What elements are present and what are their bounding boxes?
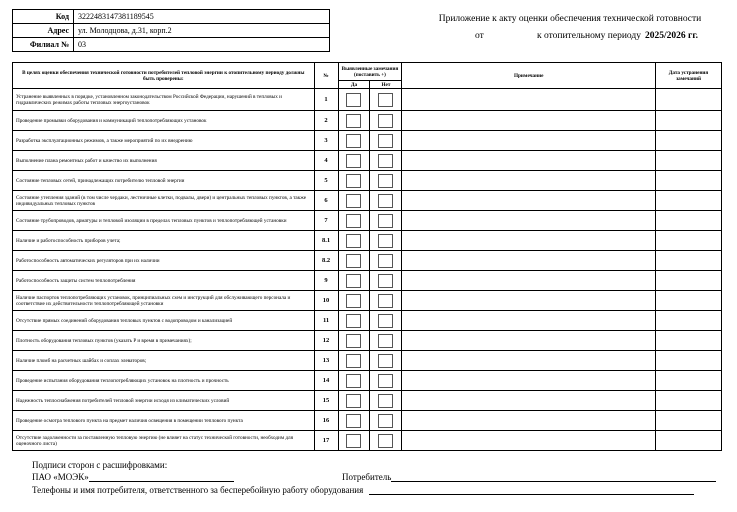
no-checkbox[interactable] [378, 254, 393, 268]
note-cell[interactable] [402, 191, 656, 211]
checklist-row [13, 231, 722, 251]
org-signature-line[interactable] [89, 472, 234, 482]
yes-checkbox[interactable] [346, 314, 361, 328]
checklist-row [13, 151, 722, 171]
row-number: 17 [314, 431, 338, 451]
fix-date-cell[interactable] [656, 191, 722, 211]
no-checkbox[interactable] [378, 314, 393, 328]
yes-checkbox[interactable] [346, 354, 361, 368]
note-cell[interactable] [402, 291, 656, 311]
yes-checkbox[interactable] [346, 334, 361, 348]
note-cell[interactable] [402, 89, 656, 111]
note-header: Примечание [402, 63, 656, 89]
condition-text: Надежность теплоснабжения потребителей тепловой энергии исходя из климатических условий [13, 391, 315, 411]
fix-date-cell[interactable] [656, 171, 722, 191]
yes-checkbox[interactable] [346, 374, 361, 388]
fix-date-cell[interactable] [656, 89, 722, 111]
yes-checkbox[interactable] [346, 154, 361, 168]
fix-date-header: Дата устранения замечаний [656, 63, 722, 89]
no-checkbox[interactable] [378, 234, 393, 248]
no-checkbox[interactable] [378, 414, 393, 428]
condition-text: Выполнение плана ремонтных работ и качество их выполнения [13, 151, 315, 171]
yes-checkbox[interactable] [346, 93, 361, 107]
no-checkbox[interactable] [378, 114, 393, 128]
condition-text: Проведение осмотра теплового пункта на предмет наличия освещения в помещении теплового пункта [13, 411, 315, 431]
info-table [12, 9, 330, 52]
note-cell[interactable] [402, 231, 656, 251]
fix-date-cell[interactable] [656, 151, 722, 171]
branch-label: Филиал № [13, 38, 74, 52]
row-number: 9 [314, 271, 338, 291]
consumer-label: Потребитель [342, 472, 392, 482]
checklist-row [13, 371, 722, 391]
row-number: 13 [314, 351, 338, 371]
code-label: Код [13, 10, 74, 24]
address-label: Адрес [13, 24, 74, 38]
row-number: 8.1 [314, 231, 338, 251]
appendix-title: Приложение к акту оценки обеспечения технической готовности [438, 14, 702, 24]
no-header: Нет [370, 81, 402, 89]
condition-text: Работоспособность защиты систем теплопотребления [13, 271, 315, 291]
yes-checkbox[interactable] [346, 194, 361, 208]
yes-checkbox[interactable] [346, 234, 361, 248]
note-cell[interactable] [402, 411, 656, 431]
no-checkbox[interactable] [378, 93, 393, 107]
no-checkbox[interactable] [378, 374, 393, 388]
checklist-row [13, 331, 722, 351]
note-cell[interactable] [402, 171, 656, 191]
no-checkbox[interactable] [378, 274, 393, 288]
note-cell[interactable] [402, 431, 656, 451]
row-number: 2 [314, 111, 338, 131]
condition-text: Наличие пломб на расчетных шайбах и соплах элеваторов; [13, 351, 315, 371]
condition-text: Плотность оборудования тепловых пунктов (указать P и время в примечаниях); [13, 331, 315, 351]
row-number: 15 [314, 391, 338, 411]
yes-checkbox[interactable] [346, 434, 361, 448]
no-checkbox[interactable] [378, 134, 393, 148]
note-cell[interactable] [402, 391, 656, 411]
fix-date-cell[interactable] [656, 131, 722, 151]
fix-date-cell[interactable] [656, 411, 722, 431]
checklist-row [13, 111, 722, 131]
signatures-label: Подписи сторон с расшифровками: [32, 460, 168, 470]
condition-text: Проведение испытания оборудования теплопотребляющих установок на плотность и прочность [13, 371, 315, 391]
row-number: 6 [314, 191, 338, 211]
fix-date-cell[interactable] [656, 431, 722, 451]
condition-text: Наличие паспортов теплопотребляющих установок, принципиальных схем и инструкций для обслуживающего персонала и соответствие их действительности теплопотребляющей установки [13, 291, 315, 311]
checklist-row [13, 291, 722, 311]
row-number: 3 [314, 131, 338, 151]
season-label: 2025/2026 гг. [645, 31, 698, 41]
checklist-row [13, 431, 722, 451]
address-value: ул. Молодцова, д.31, корп.2 [74, 24, 330, 38]
code-value: 3222483147381189545 [74, 10, 330, 24]
yes-checkbox[interactable] [346, 394, 361, 408]
fix-date-cell[interactable] [656, 391, 722, 411]
checklist-row [13, 131, 722, 151]
checklist-row [13, 351, 722, 371]
yes-checkbox[interactable] [346, 114, 361, 128]
fix-date-cell[interactable] [656, 111, 722, 131]
document-header [420, 14, 720, 41]
phones-line[interactable] [369, 485, 694, 495]
date-from-label: от [475, 31, 484, 41]
note-cell[interactable] [402, 311, 656, 331]
checklist-row [13, 191, 722, 211]
note-cell[interactable] [402, 111, 656, 131]
yes-checkbox[interactable] [346, 274, 361, 288]
fix-date-cell[interactable] [656, 311, 722, 331]
condition-text: Состояние трубопроводов, арматуры и тепловой изоляции в пределах тепловых пунктов и теплопотребляющей установки [13, 211, 315, 231]
note-cell[interactable] [402, 151, 656, 171]
yes-checkbox[interactable] [346, 294, 361, 308]
fix-date-cell[interactable] [656, 231, 722, 251]
fix-date-cell[interactable] [656, 251, 722, 271]
yes-checkbox[interactable] [346, 254, 361, 268]
row-number: 4 [314, 151, 338, 171]
note-cell[interactable] [402, 331, 656, 351]
condition-text: Наличие и работоспособность приборов учета; [13, 231, 315, 251]
branch-value: 03 [74, 38, 330, 52]
conditions-header: В целях оценки обеспечения технической готовности потребителей тепловой энергии к отопительному периоду должны быть проверены: [13, 63, 315, 89]
row-number: 8.2 [314, 251, 338, 271]
period-label: к отопительному периоду [537, 31, 641, 41]
yes-header: Да [338, 81, 370, 89]
note-cell[interactable] [402, 271, 656, 291]
checklist-row [13, 251, 722, 271]
condition-text: Работоспособность автоматических регуляторов при их наличии [13, 251, 315, 271]
no-checkbox[interactable] [378, 214, 393, 228]
no-checkbox[interactable] [378, 174, 393, 188]
condition-text: Отсутствие задолженности за поставленную тепловую энергию (не влияет на статус технической готовности, необходим для оценочного листа) [13, 431, 315, 451]
row-number: 5 [314, 171, 338, 191]
note-cell[interactable] [402, 211, 656, 231]
row-number: 10 [314, 291, 338, 311]
fix-date-cell[interactable] [656, 211, 722, 231]
no-checkbox[interactable] [378, 334, 393, 348]
row-number: 7 [314, 211, 338, 231]
note-cell[interactable] [402, 351, 656, 371]
no-checkbox[interactable] [378, 434, 393, 448]
row-number: 11 [314, 311, 338, 331]
condition-text: Состояние утепления зданий (в том числе чердаки, лестничные клетки, подвалы, двери) и центральных тепловых пунктов, а также индивидуальных тепловых пунктов [13, 191, 315, 211]
phones-label: Телефоны и имя потребителя, ответственного за бесперебойную работу оборудования [32, 485, 364, 495]
checklist-row [13, 171, 722, 191]
note-cell[interactable] [402, 251, 656, 271]
no-checkbox[interactable] [378, 394, 393, 408]
org-label: ПАО «МОЭК» [32, 472, 89, 482]
checklist-row [13, 391, 722, 411]
fix-date-cell[interactable] [656, 291, 722, 311]
condition-text: Состояние тепловых сетей, принадлежащих потребителю тепловой энергии [13, 171, 315, 191]
fix-date-cell[interactable] [656, 371, 722, 391]
no-checkbox[interactable] [378, 354, 393, 368]
checklist-row [13, 211, 722, 231]
row-number: 12 [314, 331, 338, 351]
yes-checkbox[interactable] [346, 174, 361, 188]
checklist-row [13, 411, 722, 431]
no-checkbox[interactable] [378, 154, 393, 168]
no-checkbox[interactable] [378, 194, 393, 208]
yes-checkbox[interactable] [346, 414, 361, 428]
checklist-row [13, 271, 722, 291]
fix-date-cell[interactable] [656, 271, 722, 291]
fix-date-cell[interactable] [656, 331, 722, 351]
row-number: 1 [314, 89, 338, 111]
row-number: 14 [314, 371, 338, 391]
row-number: 16 [314, 411, 338, 431]
condition-text: Отсутствие прямых соединений оборудования тепловых пунктов с водопроводом и канализацией [13, 311, 315, 331]
yes-checkbox[interactable] [346, 134, 361, 148]
note-cell[interactable] [402, 131, 656, 151]
checklist-row [13, 89, 722, 111]
number-header: № [314, 63, 338, 89]
condition-text: Проведение промывки оборудования и коммуникаций теплопотребляющих установок [13, 111, 315, 131]
remarks-header: Выявленные замечания (поставить +) [338, 63, 402, 81]
condition-text: Разработка эксплуатационных режимов, а также мероприятий по их внедрению [13, 131, 315, 151]
no-checkbox[interactable] [378, 294, 393, 308]
checklist-table [12, 62, 722, 451]
fix-date-cell[interactable] [656, 351, 722, 371]
consumer-signature-line[interactable] [391, 472, 716, 482]
checklist-row [13, 311, 722, 331]
note-cell[interactable] [402, 371, 656, 391]
yes-checkbox[interactable] [346, 214, 361, 228]
condition-text: Устранение выявленных в порядке, установленном законодательством Российской Федерации, нарушений в тепловых и гидравлических режимах работы тепловых энергоустановок [13, 89, 315, 111]
